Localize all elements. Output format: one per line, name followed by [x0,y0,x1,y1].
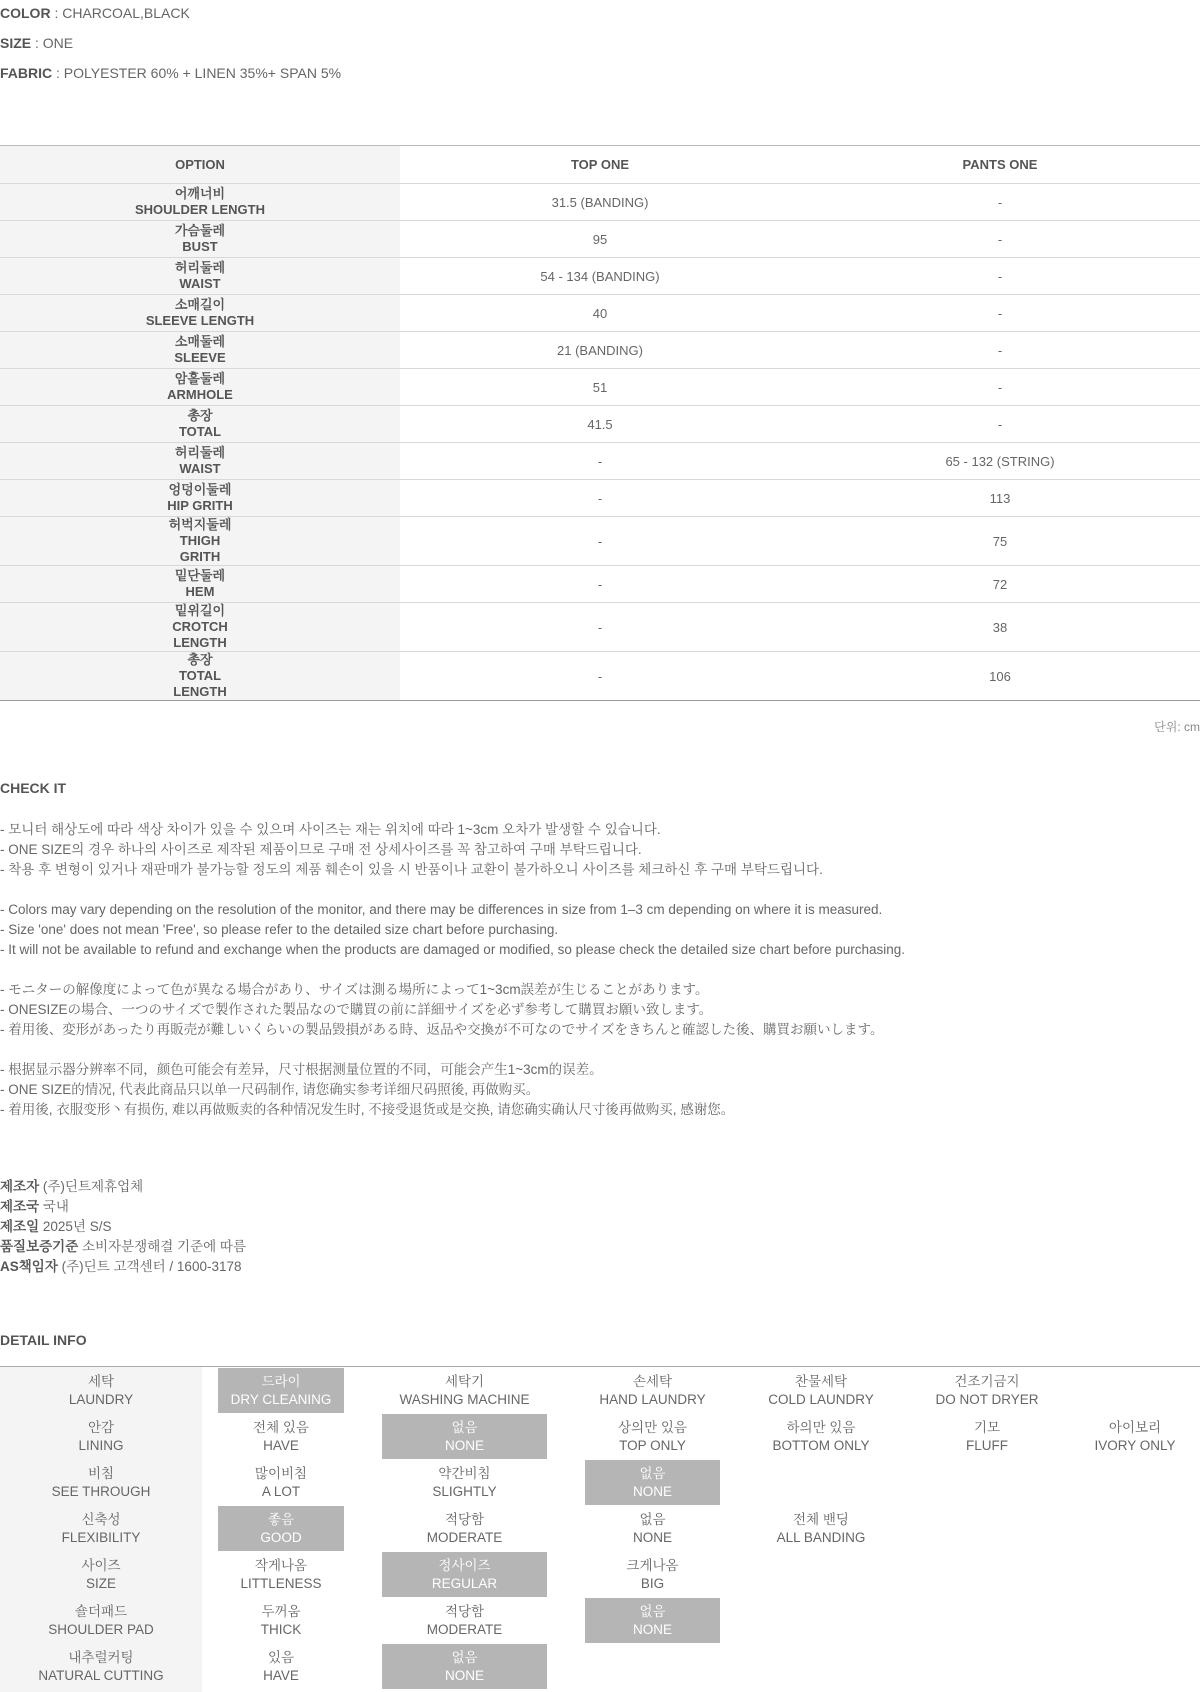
detail-english: NONE [444,1437,484,1453]
pants-one-value: 38 [800,603,1200,652]
detail-option-selected [218,1506,344,1551]
check-notes-japanese [0,980,1200,1040]
detail-option-selected [585,1598,720,1643]
detail-english: THICK [260,1621,302,1637]
size-value: : ONE [31,35,74,51]
option-cell [0,603,400,652]
detail-korean: 하의만 있음 [786,1419,856,1435]
detail-korean: 전체 있음 [253,1419,309,1435]
detail-english: TOP ONLY [619,1437,686,1453]
detail-info-title: DETAIL INFO [0,1332,87,1348]
pants-one-value: - [800,295,1200,332]
detail-option [915,1368,1059,1413]
top-one-value: - [400,443,800,480]
detail-korean: 정사이즈 [438,1557,491,1573]
detail-row [0,1643,1200,1689]
detail-option [1075,1414,1195,1459]
detail-korean: 없음 [639,1603,666,1619]
fabric-spec [0,60,1200,90]
detail-option [382,1598,547,1643]
pants-one-value: 65 - 132 (STRING) [800,443,1200,480]
detail-category [0,1506,202,1551]
unit-note: 단위: cm [1154,720,1200,734]
check-note-line: - Colors may vary depending on the resolution of the monitor, and there may be differences in size from 1–3 cm depending on where it is measured. [0,902,883,917]
detail-option-selected [218,1368,344,1413]
detail-english: NONE [632,1483,672,1499]
pants-one-value: - [800,369,1200,406]
option-korean: 허리둘레 [174,260,226,275]
detail-korean: 찬물세탁 [794,1373,848,1389]
option-cell [0,406,400,443]
table-row [0,295,1200,332]
check-note-line: - モニターの解像度によって色が異なる場合があり、サイズは測る場所によって1~3cm誤差が生じることがあります。 [0,982,709,997]
check-notes-chinese [0,1060,1200,1120]
option-korean: 밑단둘레 [174,568,226,583]
check-note-line: - 根据显示器分辨率不同，颜色可能会有差异，尺寸根据测量位置的不同，可能会产生1~3cm的误差。 [0,1062,603,1077]
manufacturer-label: 제조국 [0,1199,40,1214]
option-english: SLEEVE LENGTH [145,313,255,328]
option-cell [0,566,400,603]
color-spec [0,0,1200,30]
detail-english: FLEXIBILITY [61,1529,141,1545]
detail-info-grid [0,1366,1200,1692]
detail-korean: 상의만 있음 [618,1419,687,1435]
top-one-value: 31.5 (BANDING) [400,184,800,221]
fabric-label: FABRIC [0,65,53,81]
option-korean: 총장 [187,408,213,423]
detail-category [0,1598,202,1643]
manufacturer-row [0,1237,1200,1257]
detail-english: SLIGHTLY [432,1483,497,1499]
manufacturer-info [0,1177,1200,1277]
detail-english: SIZE [85,1575,116,1591]
option-english: HEM [185,584,215,599]
pants-one-value: 106 [800,652,1200,701]
check-note-line: - 着用後, 衣服变形丶有损伤, 难以再做贩卖的各种情况发生时, 不接受退货或是交换, 请您确实确认尺寸後再做购买, 感谢您。 [0,1102,735,1117]
detail-english: BIG [640,1575,665,1591]
detail-english: MODERATE [426,1621,503,1637]
option-cell [0,480,400,517]
option-cell [0,517,400,566]
detail-korean: 적당함 [444,1511,485,1527]
pants-one-value: - [800,332,1200,369]
top-one-value: 51 [400,369,800,406]
option-english-2: GRITH [179,549,221,564]
header-option: OPTION [0,146,400,184]
detail-english: WASHING MACHINE [399,1391,530,1407]
detail-korean: 적당함 [444,1603,485,1619]
size-table-header [0,146,1200,184]
check-note-line: - ONE SIZE의 경우 하나의 사이즈로 제작된 제품이므로 구매 전 상세사이즈를 꼭 참고하여 구매 부탁드립니다. [0,842,642,857]
detail-english: HAVE [263,1437,299,1453]
option-korean: 총장 [187,652,213,667]
detail-korean: 손세탁 [632,1373,673,1389]
detail-row [0,1597,1200,1643]
manufacturer-label: 제조자 [0,1179,40,1194]
size-table [0,145,1200,701]
manufacturer-row [0,1177,1200,1197]
check-note-line: - Size 'one' does not mean 'Free', so please refer to the detailed size chart before purchasing. [0,922,559,937]
option-korean: 엉덩이둘레 [168,482,232,497]
option-english-2: LENGTH [173,684,227,699]
detail-option [218,1598,344,1643]
option-korean: 허벅지둘레 [168,517,232,532]
table-row [0,258,1200,295]
top-one-value: 41.5 [400,406,800,443]
detail-row [0,1413,1200,1459]
pants-one-value: - [800,184,1200,221]
table-row [0,443,1200,480]
detail-option [750,1414,892,1459]
detail-english: NONE [444,1667,484,1683]
top-one-value: 40 [400,295,800,332]
detail-korean: 신축성 [81,1511,121,1527]
detail-korean: 기모 [973,1419,1001,1435]
option-english: SHOULDER LENGTH [135,202,265,217]
table-row [0,406,1200,443]
table-row [0,221,1200,258]
option-english: THIGH [179,533,221,548]
product-specs [0,0,1200,90]
detail-korean: 내추럴커팅 [68,1649,134,1665]
option-english-2: LENGTH [173,635,227,650]
pants-one-value: - [800,221,1200,258]
check-notes-korean [0,820,1200,880]
detail-english: DO NOT DRYER [935,1391,1039,1407]
detail-option-selected [382,1552,547,1597]
detail-option-selected [382,1414,547,1459]
pants-one-value: 72 [800,566,1200,603]
detail-english: NONE [632,1529,672,1545]
detail-category [0,1414,202,1459]
detail-row [0,1367,1200,1413]
detail-option [750,1368,892,1413]
option-korean: 암홀둘레 [174,371,226,386]
detail-option [915,1414,1059,1459]
detail-korean: 건조기금지 [954,1373,1020,1389]
manufacturer-label: AS책임자 [0,1259,58,1274]
pants-one-value: 113 [800,480,1200,517]
detail-english: NONE [632,1621,672,1637]
detail-english: SEE THROUGH [51,1483,151,1499]
detail-korean: 전체 밴딩 [793,1511,849,1527]
detail-option [585,1368,720,1413]
detail-option [382,1460,547,1505]
header-pants-one: PANTS ONE [800,146,1200,184]
fabric-value: : POLYESTER 60% + LINEN 35%+ SPAN 5% [52,65,342,81]
detail-korean: 좋음 [267,1511,295,1527]
detail-english: SHOULDER PAD [48,1621,154,1637]
check-note-line: - 모니터 해상도에 따라 색상 차이가 있을 수 있으며 사이즈는 재는 위치에 따라 1~3cm 오차가 발생할 수 있습니다. [0,822,661,837]
detail-category [0,1552,202,1597]
table-row [0,184,1200,221]
detail-english: HAVE [263,1667,299,1683]
detail-option [750,1506,892,1551]
detail-korean: 세탁 [87,1373,115,1389]
manufacturer-value: (주)딘트제휴업체 [39,1179,144,1194]
top-one-value: - [400,652,800,701]
detail-option [585,1552,720,1597]
top-one-value: 54 - 134 (BANDING) [400,258,800,295]
option-cell [0,184,400,221]
option-cell [0,258,400,295]
detail-korean: 숄더패드 [74,1603,128,1619]
detail-english: COLD LAUNDRY [768,1391,874,1407]
detail-option [585,1506,720,1551]
detail-row [0,1505,1200,1551]
top-one-value: - [400,566,800,603]
detail-row [0,1551,1200,1597]
option-english: CROTCH [172,619,228,634]
option-cell [0,332,400,369]
option-cell [0,221,400,258]
detail-korean: 드라이 [261,1373,301,1389]
detail-option [382,1368,547,1413]
option-english: TOTAL [178,668,222,683]
manufacturer-value: (주)딘트 고객센터 / 1600-3178 [57,1259,242,1274]
manufacturer-label: 제조일 [0,1219,40,1234]
option-english: ARMHOLE [167,387,233,402]
option-korean: 가슴둘레 [174,223,226,238]
detail-option [218,1460,344,1505]
detail-english: REGULAR [431,1575,498,1591]
detail-category [0,1644,202,1689]
manufacturer-row [0,1197,1200,1217]
option-english: TOTAL [178,424,222,439]
option-english: HIP GRITH [167,498,233,513]
color-value: : CHARCOAL,BLACK [50,5,190,21]
check-note-line: - ONE SIZE的情况, 代表此商品只以单一尺码制作, 请您确实参考详细尺码照後, 再做购买。 [0,1082,540,1097]
detail-english: LITTLENESS [240,1575,322,1591]
detail-english: BOTTOM ONLY [772,1437,870,1453]
detail-english: HAND LAUNDRY [599,1391,706,1407]
detail-korean: 없음 [451,1649,478,1665]
detail-korean: 안감 [87,1419,115,1435]
detail-option-selected [585,1460,720,1505]
detail-korean: 없음 [451,1419,478,1435]
detail-english: IVORY ONLY [1094,1437,1176,1453]
detail-option-selected [382,1644,547,1689]
detail-korean: 있음 [267,1649,295,1665]
detail-korean: 세탁기 [444,1373,485,1389]
detail-english: LAUNDRY [68,1391,134,1407]
top-one-value: - [400,603,800,652]
top-one-value: - [400,517,800,566]
size-spec [0,30,1200,60]
detail-category [0,1368,202,1413]
check-notes-english [0,900,1200,960]
table-row [0,369,1200,406]
option-english: WAIST [179,461,221,476]
manufacturer-row [0,1257,1200,1277]
detail-korean: 두꺼움 [261,1603,301,1619]
option-english: BUST [182,239,218,254]
detail-korean: 비침 [87,1465,115,1481]
option-cell [0,369,400,406]
detail-korean: 작게나옴 [254,1557,308,1573]
manufacturer-label: 품질보증기준 [0,1239,79,1254]
top-one-value: 95 [400,221,800,258]
detail-english: FLUFF [966,1437,1008,1453]
detail-english: MODERATE [426,1529,503,1545]
detail-korean: 없음 [639,1465,666,1481]
table-row [0,332,1200,369]
option-english: SLEEVE [174,350,226,365]
option-cell [0,443,400,480]
option-cell [0,295,400,332]
detail-english: ALL BANDING [776,1529,866,1545]
detail-korean: 크게나옴 [626,1557,679,1573]
detail-option [218,1644,344,1689]
detail-korean: 없음 [639,1511,666,1527]
detail-english: NATURAL CUTTING [38,1667,164,1683]
detail-korean: 아이보리 [1108,1419,1162,1435]
detail-english: LINING [78,1437,124,1453]
detail-option [382,1506,547,1551]
detail-category [0,1460,202,1505]
option-korean: 소매길이 [174,297,226,312]
check-it-title: CHECK IT [0,780,67,796]
pants-one-value: - [800,406,1200,443]
check-it-section [0,778,1200,1140]
check-note-line: - It will not be available to refund and exchange when the products are damaged or modified, so please check the detailed size chart before purchasing. [0,942,906,957]
detail-english: GOOD [260,1529,302,1545]
manufacturer-value: 국내 [39,1199,69,1214]
header-top-one: TOP ONE [400,146,800,184]
option-english: WAIST [179,276,221,291]
manufacturer-value: 2025년 S/S [39,1219,112,1234]
detail-english: A LOT [261,1483,301,1499]
table-row [0,603,1200,652]
manufacturer-row [0,1217,1200,1237]
top-one-value: - [400,480,800,517]
detail-option [218,1552,344,1597]
detail-option [218,1414,344,1459]
option-korean: 소매둘레 [174,334,226,349]
detail-option [585,1414,720,1459]
pants-one-value: - [800,258,1200,295]
detail-korean: 사이즈 [81,1557,121,1573]
detail-english: DRY CLEANING [230,1391,332,1407]
table-row [0,517,1200,566]
option-korean: 어깨너비 [174,186,226,201]
check-note-line: - ONESIZEの場合、一つのサイズで製作された製品なので購買の前に詳細サイズを必ず参考して購買お願い致します。 [0,1002,713,1017]
detail-korean: 약간비침 [438,1465,491,1481]
top-one-value: 21 (BANDING) [400,332,800,369]
option-cell [0,652,400,701]
check-note-line: - 着用後、変形があったり再販売が難しいくらいの製品毀損がある時、返品や交換が不可なのでサイズをきちんと確認した後、購買お願いします。 [0,1022,884,1037]
table-row [0,652,1200,701]
pants-one-value: 75 [800,517,1200,566]
table-row [0,566,1200,603]
detail-row [0,1459,1200,1505]
table-row [0,480,1200,517]
manufacturer-value: 소비자분쟁해결 기준에 따름 [78,1239,246,1254]
size-label: SIZE [0,35,32,51]
option-korean: 허리둘레 [174,445,226,460]
color-label: COLOR [0,5,51,21]
detail-korean: 많이비침 [254,1465,308,1481]
option-korean: 밑위길이 [174,603,226,618]
check-note-line: - 착용 후 변형이 있거나 재판매가 불가능할 정도의 제품 훼손이 있을 시 반품이나 교환이 불가하오니 사이즈를 체크하신 후 구매 부탁드립니다. [0,862,823,877]
